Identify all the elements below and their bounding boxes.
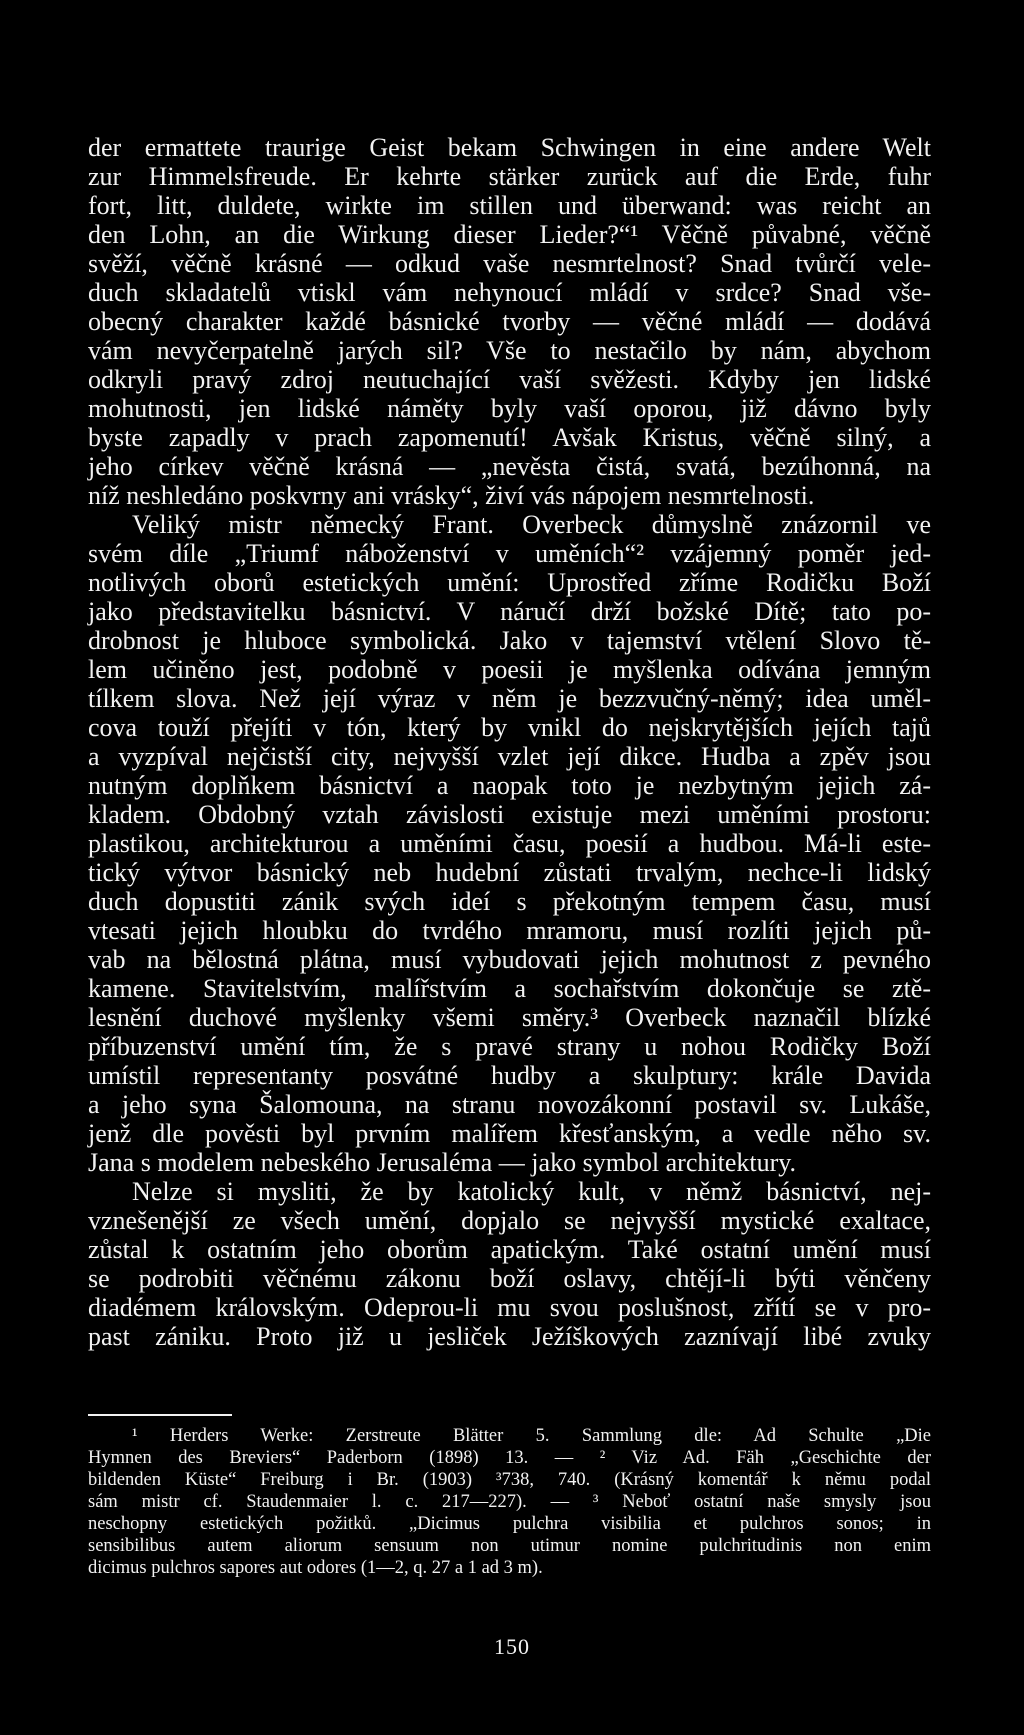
- text-line: vab na bělostná plátna, musí vybudovati jejich mohutnost z pevného: [88, 945, 931, 974]
- text-line: duch skladatelů vtiskl vám nehynoucí mládí v srdce? Snad vše-: [88, 278, 931, 307]
- text-line: drobnost je hluboce symbolická. Jako v tajemství vtělení Slovo tě-: [88, 626, 931, 655]
- text-line: den Lohn, an die Wirkung dieser Lieder?“¹ Věčně půvabné, věčně: [88, 220, 931, 249]
- footnote-line: sensibilibus autem aliorum sensuum non utimur nomine pulchritudinis non enim: [88, 1536, 931, 1556]
- text-line: zůstal k ostatním jeho oborům apatickým. Také ostatní umění musí: [88, 1235, 931, 1264]
- text-line: vznešenější ze všech umění, dopjalo se nejvyšší mystické exaltace,: [88, 1206, 931, 1235]
- text-line: vtesati jejich hloubku do tvrdého mramoru, musí rozlíti jejich pů-: [88, 916, 931, 945]
- text-line: byste zapadly v prach zapomenutí! Avšak Kristus, věčně silný, a: [88, 423, 931, 452]
- text-line: svém díle „Triumf náboženství v uměních“² vzájemný poměr jed-: [88, 539, 931, 568]
- text-line: jeho církev věčně krásná — „nevěsta čistá, svatá, bezúhonná, na: [88, 452, 931, 481]
- footnote-line: dicimus pulchros sapores aut odores (1—2, q. 27 a 1 ad 3 m).: [88, 1558, 543, 1578]
- text-line: a jeho syna Šalomouna, na stranu novozákonní postavil sv. Lukáše,: [88, 1090, 931, 1119]
- text-line: a vyzpíval nejčistší city, nejvyšší vzlet její dikce. Hudba a zpěv jsou: [88, 742, 931, 771]
- text-line: past zániku. Proto již u jesliček Ježíškových zaznívají libé zvuky: [88, 1322, 931, 1351]
- text-line: umístil representanty posvátné hudby a skulptury: krále Davida: [88, 1061, 931, 1090]
- text-line: Veliký mistr německý Frant. Overbeck důmyslně znázornil ve: [132, 510, 931, 539]
- text-line: der ermattete traurige Geist bekam Schwingen in eine andere Welt: [88, 133, 931, 162]
- text-line: jako představitelku básnictví. V náručí drží božské Dítě; tato po-: [88, 597, 931, 626]
- text-line: obecný charakter každé básnické tvorby — věčné mládí — dodává: [88, 307, 931, 336]
- text-line: lem učiněno jest, podobně v poesii je myšlenka odívána jemným: [88, 655, 931, 684]
- text-line: cova touží přejíti v tón, který by vnikl do nejskrytějších jejích tajů: [88, 713, 931, 742]
- text-line: lesnění duchové myšlenky všemi směry.³ Overbeck naznačil blízké: [88, 1003, 931, 1032]
- text-line: vám nevyčerpatelně jarých sil? Vše to nestačilo by nám, abychom: [88, 336, 931, 365]
- text-line: svěží, věčně krásné — odkud vaše nesmrtelnost? Snad tvůrčí vele-: [88, 249, 931, 278]
- text-line: příbuzenství umění tím, že s pravé strany u nohou Rodičky Boží: [88, 1032, 931, 1061]
- text-line: duch dopustiti zánik svých ideí s překotným tempem času, musí: [88, 887, 931, 916]
- text-line: nutným doplňkem básnictví a naopak toto je nezbytným jejich zá-: [88, 771, 931, 800]
- text-line: zur Himmelsfreude. Er kehrte stärker zurück auf die Erde, fuhr: [88, 162, 931, 191]
- footnote-line: bildenden Küste“ Freiburg i Br. (1903) ³738, 740. (Krásný komentář k němu podal: [88, 1470, 931, 1490]
- text-line: diadémem královským. Odeprou-li mu svou poslušnost, zřítí se v pro-: [88, 1293, 931, 1322]
- text-line: tílkem slova. Než její výraz v něm je bezzvučný-němý; idea uměl-: [88, 684, 931, 713]
- page-number: 150: [494, 1634, 530, 1659]
- text-line: Jana s modelem nebeského Jerusaléma — jako symbol architektury.: [88, 1148, 797, 1177]
- text-line: kamene. Stavitelstvím, malířstvím a sochařstvím dokončuje se ztě-: [88, 974, 931, 1003]
- text-line: plastikou, architekturou a uměními času, poesií a hudbou. Má-li este-: [88, 829, 931, 858]
- footnote-line: sám mistr cf. Staudenmaier l. c. 217—227). — ³ Neboť ostatní naše smysly jsou: [88, 1492, 931, 1512]
- text-line: jenž dle pověsti byl prvním malířem křesťanským, a vedle něho sv.: [88, 1119, 931, 1148]
- body-text: [88, 133, 931, 1351]
- text-line: Nelze si mysliti, že by katolický kult, v němž básnictví, nej-: [132, 1177, 931, 1206]
- footnote-line: neschopny estetických požitků. „Dicimus pulchra visibilia et pulchros sonos; in: [88, 1514, 931, 1534]
- text-line: kladem. Obdobný vztah závislosti existuje mezi uměními prostoru:: [88, 800, 931, 829]
- footnote-rule: [88, 1414, 232, 1416]
- text-line: odkryli pravý zdroj neutuchající vaší svěžesti. Kdyby jen lidské: [88, 365, 931, 394]
- text-line: notlivých oborů estetických umění: Uprostřed zříme Rodičku Boží: [88, 568, 931, 597]
- footnote-line: ¹ Herders Werke: Zerstreute Blätter 5. Sammlung dle: Ad Schulte „Die: [132, 1426, 931, 1446]
- text-line: tický výtvor básnický neb hudební zůstati trvalým, nechce-li lidský: [88, 858, 931, 887]
- text-line: fort, litt, duldete, wirkte im stillen und überwand: was reicht an: [88, 191, 931, 220]
- text-line: níž neshledáno poskvrny ani vrásky“, živí vás nápojem nesmrtelnosti.: [88, 481, 815, 510]
- text-line: mohutnosti, jen lidské náměty byly vaší oporou, již dávno byly: [88, 394, 931, 423]
- footnote-line: Hymnen des Breviers“ Paderborn (1898) 13. — ² Viz Ad. Fäh „Geschichte der: [88, 1448, 931, 1468]
- footnotes: [88, 1425, 931, 1579]
- text-line: se podrobiti věčnému zákonu boží oslavy, chtějí-li býti věnčeny: [88, 1264, 931, 1293]
